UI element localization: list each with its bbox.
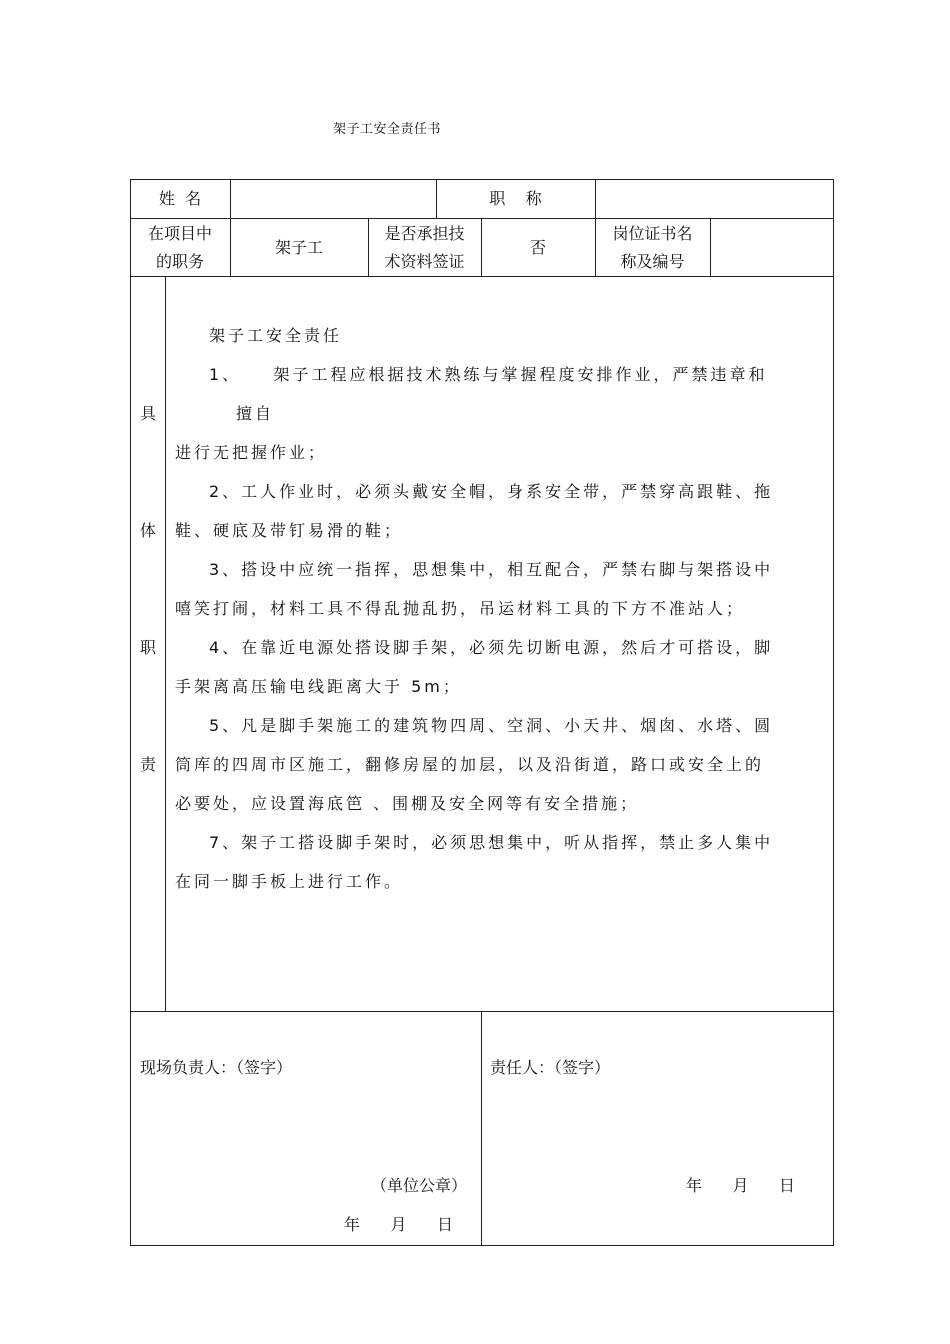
date-left: 年 月 日 bbox=[344, 1215, 454, 1234]
col-divider-footer bbox=[481, 1011, 482, 1246]
col-divider-name bbox=[230, 179, 231, 277]
col-divider-cert bbox=[710, 218, 711, 277]
responsible-signature-label: 责任人：（签字） bbox=[490, 1058, 611, 1077]
col-divider-side bbox=[165, 276, 166, 1012]
document-title: 架子工安全责任书 bbox=[333, 122, 442, 137]
tech-sign-label-line1: 是否承担技 bbox=[384, 224, 465, 243]
body-line-6: 3、搭设中应统一指挥，思想集中，相互配合，严禁右脚与架搭设中 bbox=[209, 560, 774, 579]
responsibility-heading: 架子工安全责任 bbox=[209, 326, 343, 345]
tech-sign-value: 否 bbox=[529, 238, 546, 257]
body-line-12: 必要处，应设置海底笆 、围棚及安全网等有安全措施； bbox=[175, 794, 640, 813]
body-line-2: 擅自 bbox=[236, 404, 275, 423]
body-line-9: 手架离高压输电线距离大于 5m； bbox=[175, 677, 462, 696]
body-line-5: 鞋、硬底及带钉易滑的鞋； bbox=[175, 521, 404, 540]
role-label-line2: 的职务 bbox=[155, 252, 204, 271]
table-row-divider-2 bbox=[130, 276, 834, 277]
role-label-line1: 在项目中 bbox=[147, 224, 212, 243]
role-value: 架子工 bbox=[274, 238, 323, 257]
body-line-10: 5、凡是脚手架施工的建筑物四周、空洞、小天井、烟囱、水塔、圆 bbox=[209, 716, 774, 735]
unit-seal-label: （单位公章） bbox=[371, 1176, 468, 1195]
table-row-divider-3 bbox=[130, 1011, 834, 1012]
date-right: 年 月 日 bbox=[686, 1176, 796, 1195]
table-border-right bbox=[833, 179, 834, 1246]
table-border-bottom bbox=[130, 1245, 834, 1246]
side-label-zhi: 职 bbox=[140, 638, 157, 657]
side-label-ju: 具 bbox=[140, 404, 157, 423]
side-label-ti: 体 bbox=[140, 521, 157, 540]
cert-label-line1: 岗位证书名 bbox=[612, 224, 693, 243]
table-row-divider-1 bbox=[130, 218, 834, 219]
name-label: 姓 名 bbox=[158, 189, 202, 208]
table-border-left bbox=[130, 179, 131, 1246]
body-line-13: 7、架子工搭设脚手架时，必须思想集中，听从指挥，禁止多人集中 bbox=[209, 833, 774, 852]
body-line-1: 1、 架子工程应根据技术熟练与掌握程度安排作业，严禁违章和 bbox=[209, 365, 768, 384]
body-line-8: 4、在靠近电源处搭设脚手架，必须先切断电源，然后才可搭设，脚 bbox=[209, 638, 774, 657]
table-border-top bbox=[130, 179, 834, 180]
site-manager-signature-label: 现场负责人：（签字） bbox=[140, 1058, 293, 1077]
tech-sign-label-line2: 术资料签证 bbox=[384, 252, 465, 271]
body-line-3: 进行无把握作业； bbox=[175, 443, 328, 462]
cert-label-line2: 称及编号 bbox=[620, 252, 685, 271]
body-line-11: 筒库的四周市区施工，翻修房屋的加层，以及沿街道，路口或安全上的 bbox=[175, 755, 765, 774]
side-label-ze: 责 bbox=[140, 755, 157, 774]
body-line-14: 在同一脚手板上进行工作。 bbox=[175, 872, 404, 891]
body-line-7: 嘻笑打闹，材料工具不得乱抛乱扔，吊运材料工具的下方不准站人； bbox=[175, 599, 746, 618]
position-title-label: 职 称 bbox=[489, 189, 542, 208]
body-line-4: 2、工人作业时，必须头戴安全帽，身系安全带，严禁穿高跟鞋、拖 bbox=[209, 482, 774, 501]
